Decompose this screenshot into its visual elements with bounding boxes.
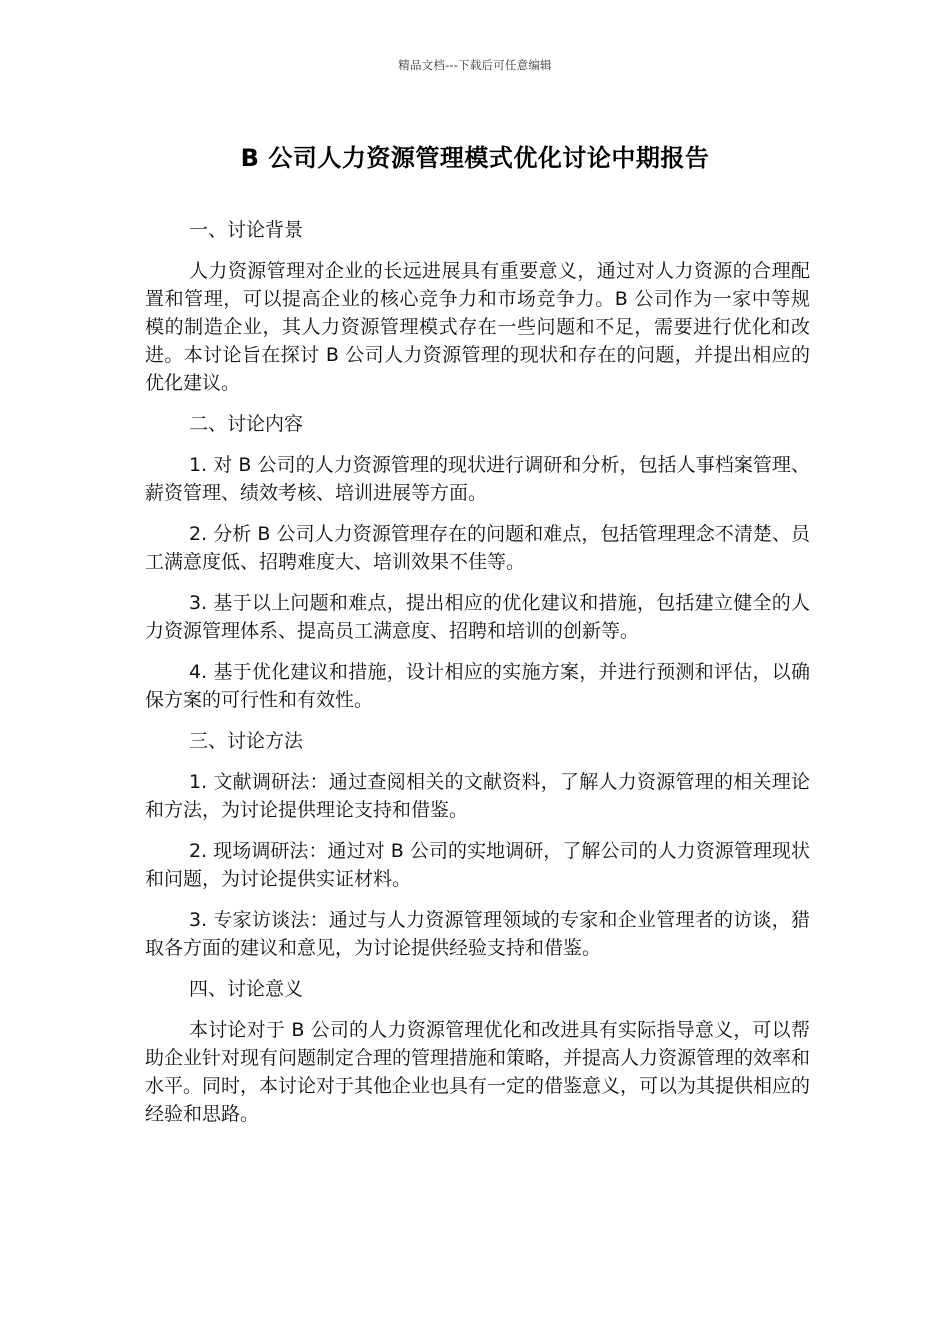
paragraph: 人力资源管理对企业的长远进展具有重要意义，通过对人力资源的合理配置和管理，可以提高企业的核心竞争力和市场竞争力。B 公司作为一家中等规模的制造企业，其人力资源管理模式存在一些问题和不足，需要进行优化和改进。本讨论旨在探讨 B 公司人力资源管理的现状和存在的问题，并提出相应的优化建议。 bbox=[145, 260, 810, 394]
section-methods bbox=[145, 727, 810, 962]
section-heading: 三、讨论方法 bbox=[189, 730, 304, 752]
document-body bbox=[145, 216, 810, 1141]
section-content bbox=[145, 410, 810, 714]
section-heading: 四、讨论意义 bbox=[189, 978, 304, 1000]
section-heading: 一、讨论背景 bbox=[189, 219, 304, 241]
list-item: 3. 基于以上问题和难点，提出相应的优化建议和措施，包括建立健全的人力资源管理体系、提高员工满意度、招聘和培训的创新等。 bbox=[145, 592, 810, 642]
list-item: 4. 基于优化建议和措施，设计相应的实施方案，并进行预测和评估，以确保方案的可行性和有效性。 bbox=[145, 661, 810, 711]
document-title: B 公司人力资源管理模式优化讨论中期报告 bbox=[240, 144, 710, 172]
section-significance bbox=[145, 975, 810, 1128]
page-header: 精品文档---下载后可任意编辑 bbox=[398, 58, 552, 72]
section-background bbox=[145, 216, 810, 397]
paragraph: 本讨论对于 B 公司的人力资源管理优化和改进具有实际指导意义，可以帮助企业针对现有问题制定合理的管理措施和策略，并提高人力资源管理的效率和水平。同时，本讨论对于其他企业也具有一定的借鉴意义，可以为其提供相应的经验和思路。 bbox=[145, 1019, 811, 1125]
list-item: 1. 对 B 公司的人力资源管理的现状进行调研和分析，包括人事档案管理、薪资管理、绩效考核、培训进展等方面。 bbox=[145, 454, 810, 504]
section-heading: 二、讨论内容 bbox=[189, 413, 304, 435]
list-item: 3. 专家访谈法：通过与人力资源管理领域的专家和企业管理者的访谈，猎取各方面的建议和意见，为讨论提供经验支持和借鉴。 bbox=[145, 909, 810, 959]
list-item: 2. 分析 B 公司人力资源管理存在的问题和难点，包括管理理念不清楚、员工满意度低、招聘难度大、培训效果不佳等。 bbox=[145, 523, 810, 573]
list-item: 1. 文献调研法：通过查阅相关的文献资料，了解人力资源管理的相关理论和方法，为讨论提供理论支持和借鉴。 bbox=[145, 771, 810, 821]
list-item: 2. 现场调研法：通过对 B 公司的实地调研，了解公司的人力资源管理现状和问题，为讨论提供实证材料。 bbox=[145, 840, 810, 890]
